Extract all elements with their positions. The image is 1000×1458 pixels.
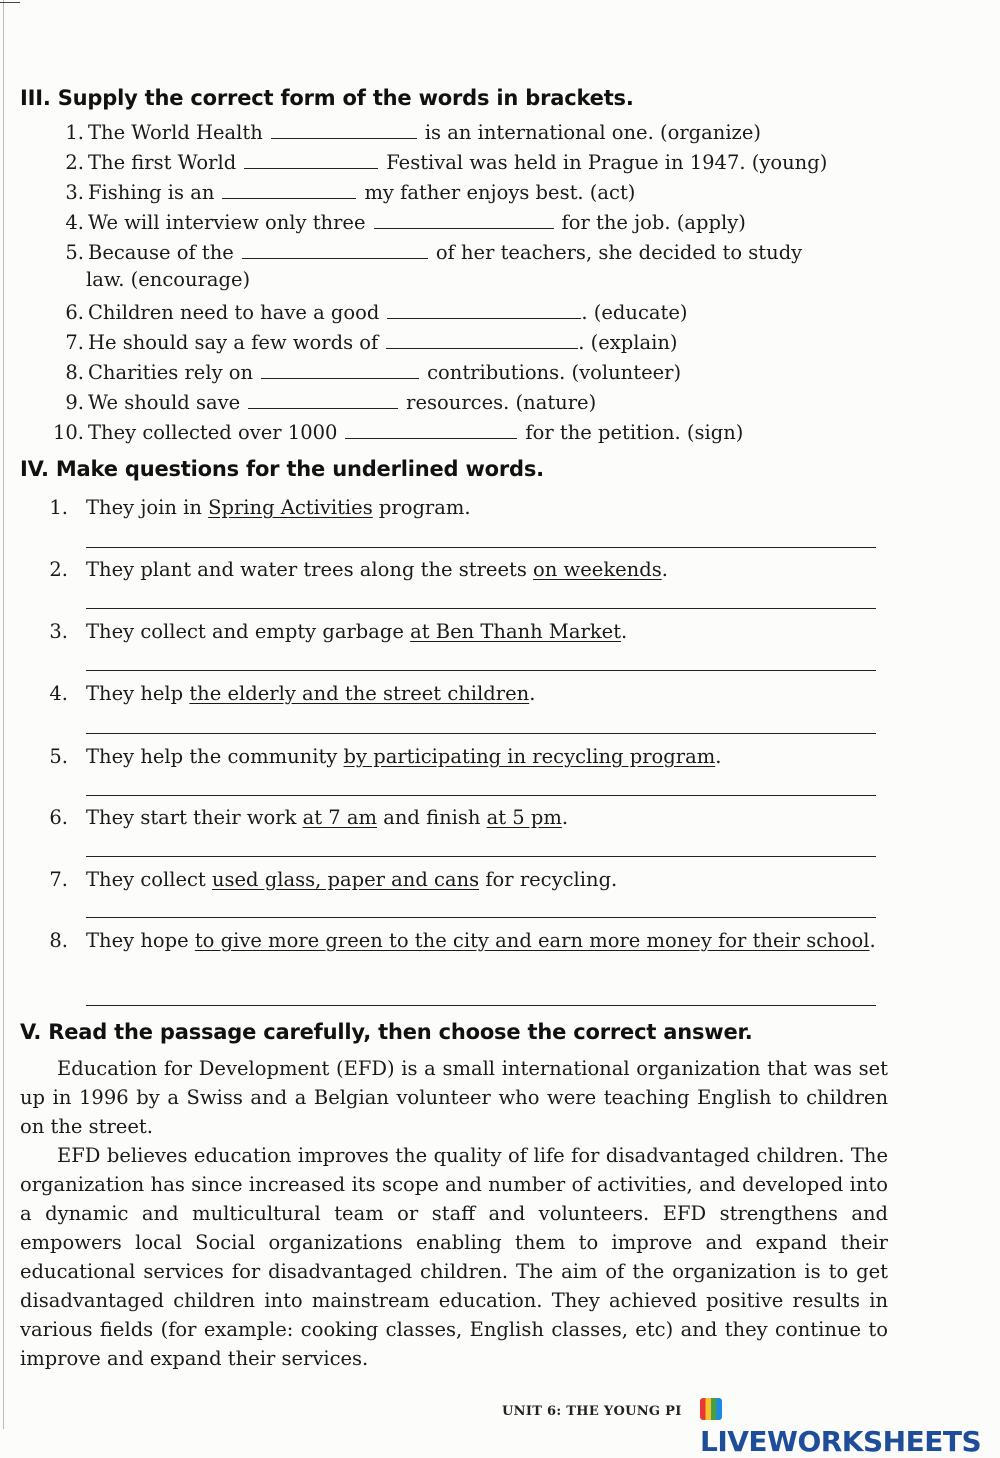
reading-passage bbox=[20, 1054, 888, 1373]
answer-line-8[interactable] bbox=[86, 1005, 876, 1006]
answer-blank[interactable] bbox=[222, 182, 356, 199]
item-3-5-continuation: law. (encourage) bbox=[86, 268, 251, 291]
answer-blank[interactable] bbox=[386, 332, 578, 349]
question-4-6: 6. They start their work at 7 am and finish at 5 pm. bbox=[49, 806, 569, 829]
page-corner-mark bbox=[0, 2, 20, 3]
item-3-5: 5. Because of the of her teachers, she decided to study bbox=[65, 241, 803, 264]
liveworksheets-logo-icon bbox=[700, 1398, 722, 1420]
answer-blank[interactable] bbox=[345, 422, 517, 439]
item-3-10: 10. They collected over 1000 for the petition. (sign) bbox=[52, 421, 744, 444]
item-3-3: 3. Fishing is an my father enjoys best. (act) bbox=[65, 181, 636, 204]
question-4-5: 5. They help the community by participating in recycling program. bbox=[49, 745, 722, 768]
answer-line-4[interactable] bbox=[86, 733, 876, 734]
answer-line-7[interactable] bbox=[86, 917, 876, 918]
answer-line-1[interactable] bbox=[86, 547, 876, 548]
section-4-heading: IV. Make questions for the underlined words. bbox=[20, 457, 544, 481]
section-5-heading: V. Read the passage carefully, then choose the correct answer. bbox=[20, 1020, 753, 1044]
item-3-7: 7. He should say a few words of . (explain) bbox=[65, 331, 678, 354]
answer-line-5[interactable] bbox=[86, 795, 876, 796]
question-4-8: 8. They hope to give more green to the city and earn more money for their school. bbox=[49, 929, 876, 952]
answer-blank[interactable] bbox=[261, 362, 419, 379]
answer-blank[interactable] bbox=[374, 212, 554, 229]
answer-line-2[interactable] bbox=[86, 608, 876, 609]
answer-blank[interactable] bbox=[244, 152, 378, 169]
answer-blank[interactable] bbox=[387, 302, 581, 319]
answer-blank[interactable] bbox=[248, 392, 398, 409]
item-3-8: 8. Charities rely on contributions. (volunteer) bbox=[65, 361, 682, 384]
question-4-1: 1. They join in Spring Activities program. bbox=[49, 496, 471, 519]
item-3-6: 6. Children need to have a good . (educate) bbox=[65, 301, 688, 324]
question-4-4: 4. They help the elderly and the street children. bbox=[49, 682, 536, 705]
answer-line-3[interactable] bbox=[86, 670, 876, 671]
question-4-3: 3. They collect and empty garbage at Ben Thanh Market. bbox=[49, 620, 628, 643]
page-edge bbox=[3, 0, 4, 1429]
passage-paragraph-2: EFD believes education improves the quality of life for disadvantaged children. The organization has since increased its scope and number of activities, and developed into a dynamic and multicultural team or staff and volunteers. EFD strengthens and empowers local Social organizations enabling them to improve and expand their educational services for disadvantaged children. The aim of the organization is to get disadvantaged children into mainstream education. They achieved positive results in various fields (for example: cooking classes, English classes, etc) and they continue to improve and expand their services. bbox=[20, 1144, 888, 1370]
item-3-4: 4. We will interview only three for the job. (apply) bbox=[65, 211, 746, 234]
question-4-2: 2. They plant and water trees along the streets on weekends. bbox=[49, 558, 668, 581]
answer-line-6[interactable] bbox=[86, 856, 876, 857]
item-3-2: 2. The first World Festival was held in Prague in 1947. (young) bbox=[65, 151, 828, 174]
liveworksheets-logo: LIVEWORKSHEETS bbox=[700, 1392, 1000, 1458]
item-3-1: 1. The World Health is an international one. (organize) bbox=[65, 121, 761, 144]
footer-unit-title: UNIT 6: THE YOUNG PI bbox=[502, 1404, 682, 1419]
section-3-heading: III. Supply the correct form of the words in brackets. bbox=[20, 86, 634, 110]
item-3-9: 9. We should save resources. (nature) bbox=[65, 391, 597, 414]
passage-paragraph-1: Education for Development (EFD) is a small international organization that was set up in 1996 by a Swiss and a Belgian volunteer who were teaching English to children on the street. bbox=[20, 1057, 888, 1138]
answer-blank[interactable] bbox=[242, 242, 428, 259]
answer-blank[interactable] bbox=[271, 122, 417, 139]
question-4-7: 7. They collect used glass, paper and cans for recycling. bbox=[49, 868, 618, 891]
